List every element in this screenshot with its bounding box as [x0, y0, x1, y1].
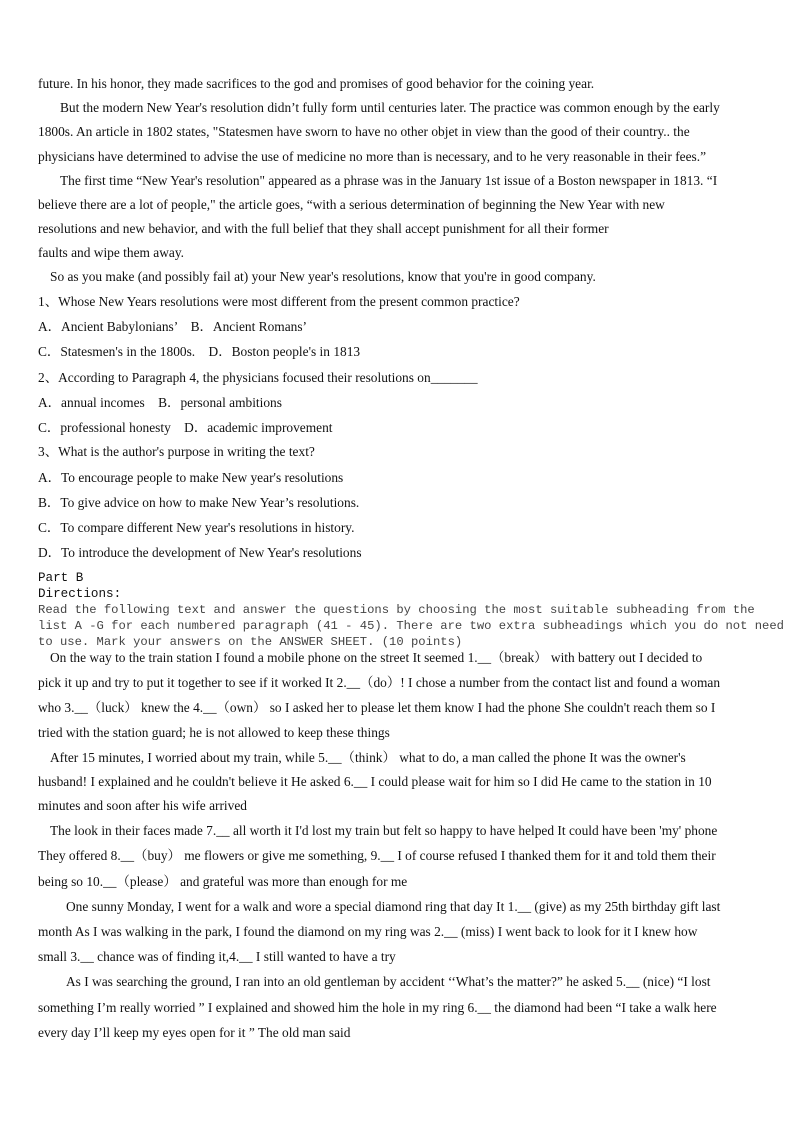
option-b: B．To give advice on how to make New Year’s resolutions.	[38, 495, 360, 510]
text-line: 1800s. An article in 1802 states, "Statesmen have sworn to have no other objet in view than the good of their country.. the	[38, 124, 690, 139]
text-line: resolutions and new behavior, and with the full belief that they shall accept punishment for all their former	[38, 221, 609, 236]
text-line: After 15 minutes, I worried about my train, while 5.__（think） what to do, a man called the phone It was the owner's	[50, 750, 686, 765]
text-line: On the way to the train station I found a mobile phone on the street It seemed 1.__（break） with battery out I decided to	[50, 650, 703, 665]
directions-text: list A -G for each numbered paragraph (41 - 45). There are two extra subheadings which you do not need	[38, 619, 784, 633]
text-line: tried with the station guard; he is not allowed to keep these things	[38, 725, 390, 740]
text-line: every day I’ll keep my eyes open for it ” The old man said	[38, 1025, 351, 1040]
text-line: believe there are a lot of people," the article goes, “with a serious determination of beginning the New Year with new	[38, 197, 665, 212]
part-b-title: Part B	[38, 571, 84, 585]
options-line: A．annual incomes B．personal ambitions	[38, 395, 282, 410]
text-line: The look in their faces made 7.__ all worth it I'd lost my train but felt so happy to have helped It could have been 'my' phone	[50, 823, 718, 838]
text-line: physicians have determined to advise the use of medicine no more than is necessary, and to he very reasonable in their fees.”	[38, 149, 707, 164]
text-line: something I’m really worried ” I explained and showed him the hole in my ring 6.__ the diamond had been “I take a walk here	[38, 1000, 717, 1015]
option-c: C．To compare different New year's resolutions in history.	[38, 520, 355, 535]
directions-text: Read the following text and answer the questions by choosing the most suitable subheading from the	[38, 603, 755, 617]
text-line: But the modern New Year's resolution didn’t fully form until centuries later. The practice was common enough by the early	[60, 100, 720, 115]
options-line: C．professional honesty D．academic improvement	[38, 420, 333, 435]
text-line: month As I was walking in the park, I found the diamond on my ring was 2.__ (miss) I went back to look for it I knew how	[38, 924, 698, 939]
text-line: future. In his honor, they made sacrifices to the god and promises of good behavior for the coining year.	[38, 76, 595, 91]
text-line: minutes and soon after his wife arrived	[38, 798, 247, 813]
options-line: C．Statesmen's in the 1800s. D．Boston people's in 1813	[38, 344, 361, 359]
text-line: husband! I explained and he couldn't believe it He asked 6.__ I could please wait for him so I did He came to the station in 10	[38, 774, 712, 789]
text-line: small 3.__ chance was of finding it,4.__ I still wanted to have a try	[38, 949, 396, 964]
directions-label: Directions:	[38, 587, 122, 601]
option-a: A．To encourage people to make New year's resolutions	[38, 470, 344, 485]
question-1: 1、Whose New Years resolutions were most different from the present common practice?	[38, 294, 520, 309]
text-line: who 3.__（luck） knew the 4.__（own） so I asked her to please let them know I had the phone She couldn't reach them so I	[38, 700, 716, 715]
options-line: A．Ancient Babylonians’ B．Ancient Romans’	[38, 319, 308, 334]
text-line: pick it up and try to put it together to see if it worked It 2.__（do）! I chose a number from the contact list and found a woman	[38, 675, 721, 690]
text-line: So as you make (and possibly fail at) your New year's resolutions, know that you're in good company.	[50, 269, 596, 284]
option-d: D．To introduce the development of New Year's resolutions	[38, 545, 362, 560]
question-3: 3、What is the author's purpose in writing the text?	[38, 444, 315, 459]
directions-text: to use. Mark your answers on the ANSWER SHEET. (10 points)	[38, 635, 463, 649]
text-line: They offered 8.__（buy） me flowers or give me something, 9.__ I of course refused I thanked them for it and told them their	[38, 848, 716, 863]
text-line: being so 10.__（please） and grateful was more than enough for me	[38, 874, 408, 889]
text-line: As I was searching the ground, I ran into an old gentleman by accident ‘‘What’s the matter?” he asked 5.__ (nice) “I lost	[66, 974, 711, 989]
text-line: One sunny Monday, I went for a walk and wore a special diamond ring that day It 1.__ (give) as my 25th birthday gift last	[66, 899, 721, 914]
text-line: faults and wipe them away.	[38, 245, 185, 260]
question-2: 2、According to Paragraph 4, the physicians focused their resolutions on_______	[38, 370, 478, 385]
text-line: The first time “New Year's resolution" appeared as a phrase was in the January 1st issue of a Boston newspaper in 1813. “I	[60, 173, 718, 188]
